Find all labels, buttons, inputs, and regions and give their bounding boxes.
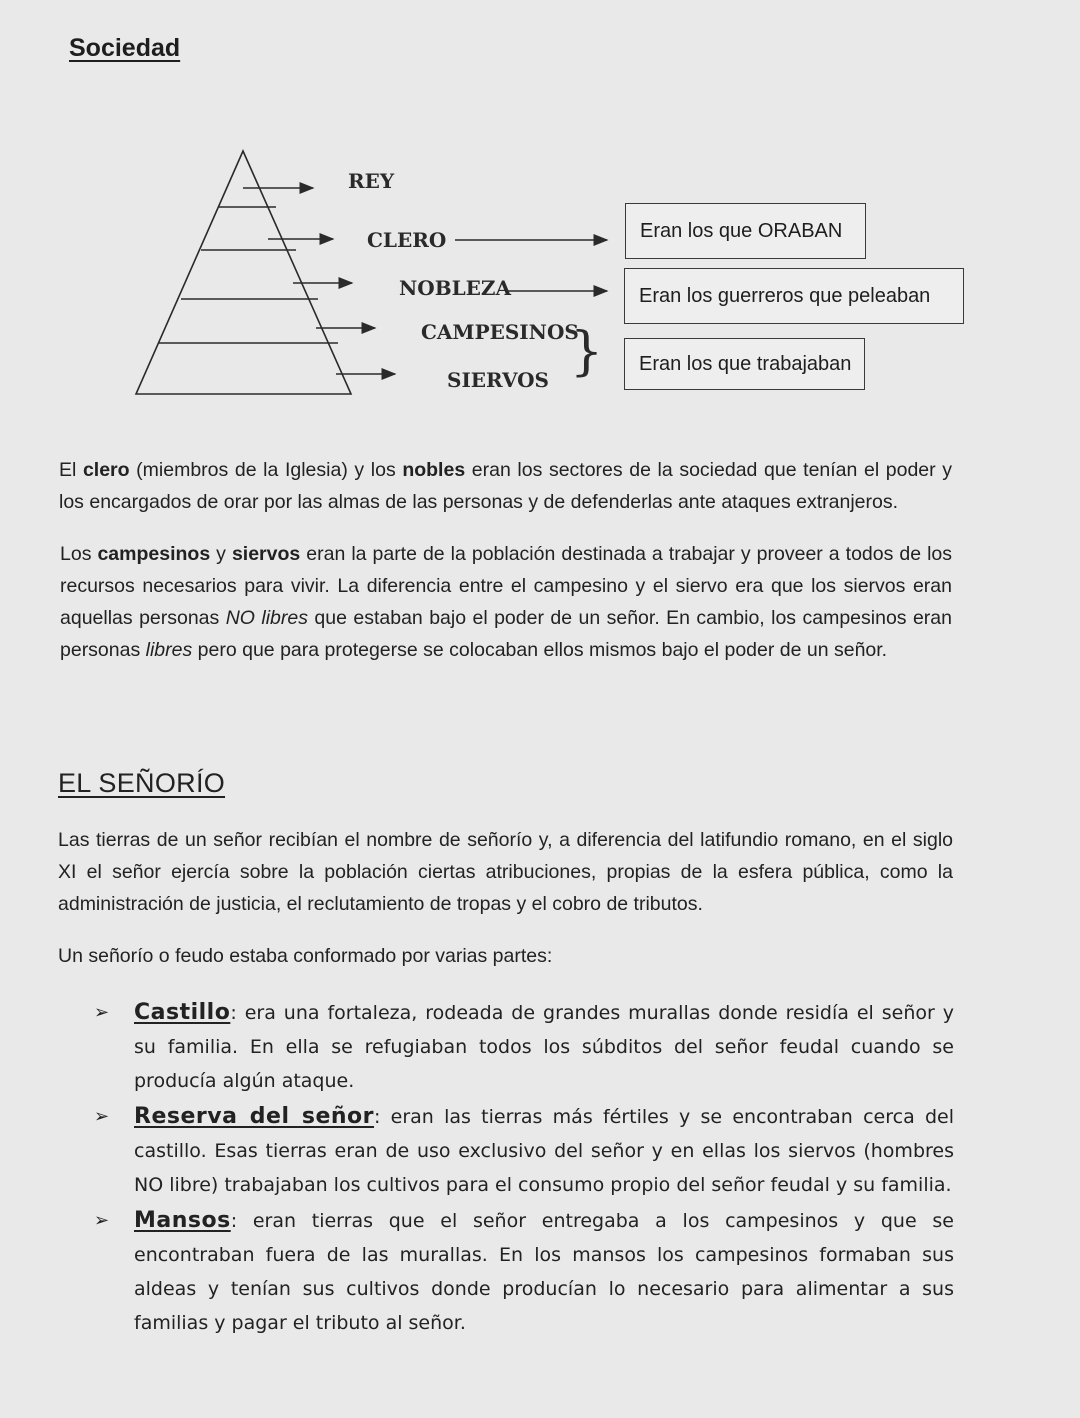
pyramid-label-siervos: SIERVOS xyxy=(447,368,549,392)
term-mansos: Mansos xyxy=(134,1208,231,1233)
list-item-castillo: ➢ Castillo: era una fortaleza, rodeada de grandes murallas donde residía el señor y su familia. En ella se refugiaban todos los súbditos del señor feudal cuando se producía algún ataque. xyxy=(94,996,954,1098)
paragraph-parts-intro: Un señorío o feudo estaba conformado por varias partes: xyxy=(58,945,553,967)
term-libres: libres xyxy=(145,639,193,661)
paragraph-senorio-intro: Las tierras de un señor recibían el nombre de señorío y, a diferencia del latifundio romano, en el siglo XI el señor ejercía sobre la población ciertas atribuciones, propias de la esfera pública, como la administración de justicia, el reclutamiento de tropas y el cobro de tributos. xyxy=(58,829,953,915)
paragraph-clero-nobles: El clero (miembros de la Iglesia) y los nobles eran los sectores de la sociedad que tenían el poder y los encargados de orar por las almas de las personas y de defenderlas ante ataques extranjeros. xyxy=(59,459,952,513)
term-no-libres: NO libres xyxy=(225,607,308,629)
pyramid-label-nobleza: NOBLEZA xyxy=(399,276,512,300)
list-item-mansos: ➢ Mansos: eran tierras que el señor entregaba a los campesinos y que se encontraban fuera de las murallas. En los mansos los campesinos formaban sus aldeas y tenían sus cultivos donde producían lo necesario para alimentar a sus familias y pagar el tributo al señor. xyxy=(94,1204,954,1340)
grouping-brace: } xyxy=(570,322,604,382)
bullet-arrow-icon: ➢ xyxy=(94,1210,110,1231)
term-nobles: nobles xyxy=(402,459,466,481)
pyramid-label-clero: CLERO xyxy=(367,228,447,252)
term-reserva-del-senor: Reserva del señor xyxy=(134,1104,375,1129)
pyramid-label-campesinos: CAMPESINOS xyxy=(421,320,579,344)
pyramid-label-rey: REY xyxy=(348,169,395,193)
section-title-sociedad: Sociedad xyxy=(69,34,181,62)
term-clero: clero xyxy=(82,459,130,481)
paragraph-campesinos-siervos: Los campesinos y siervos eran la parte de la población destinada a trabajar y proveer a todos de los recursos necesarios para vivir. La diferencia entre el campesino y el siervo era que los siervos eran aquellas personas NO libres que estaban bajo el poder de un señor. En cambio, los campesinos eran personas libres pero que para protegerse se colocaban ellos mismos bajo el poder de un señor. xyxy=(60,543,952,661)
box-oraban: Eran los que ORABAN xyxy=(625,203,866,259)
bullet-arrow-icon: ➢ xyxy=(94,1106,110,1127)
senorio-parts-list xyxy=(94,996,954,1340)
term-campesinos: campesinos xyxy=(97,543,211,565)
term-castillo: Castillo xyxy=(134,1000,231,1025)
society-pyramid-diagram xyxy=(0,0,1080,430)
box-peleaban: Eran los guerreros que peleaban xyxy=(624,268,964,324)
bullet-arrow-icon: ➢ xyxy=(94,1002,110,1023)
box-trabajaban: Eran los que trabajaban xyxy=(624,338,865,390)
term-siervos: siervos xyxy=(231,543,301,565)
section-title-senorio: EL SEÑORÍO xyxy=(58,768,226,798)
list-item-reserva: ➢ Reserva del señor: eran las tierras más fértiles y se encontraban cerca del castillo. Esas tierras eran de uso exclusivo del señor y en ellas los siervos (hombres NO libre) trabajaban los cultivos para el consumo propio del señor feudal y su familia. xyxy=(94,1100,954,1202)
